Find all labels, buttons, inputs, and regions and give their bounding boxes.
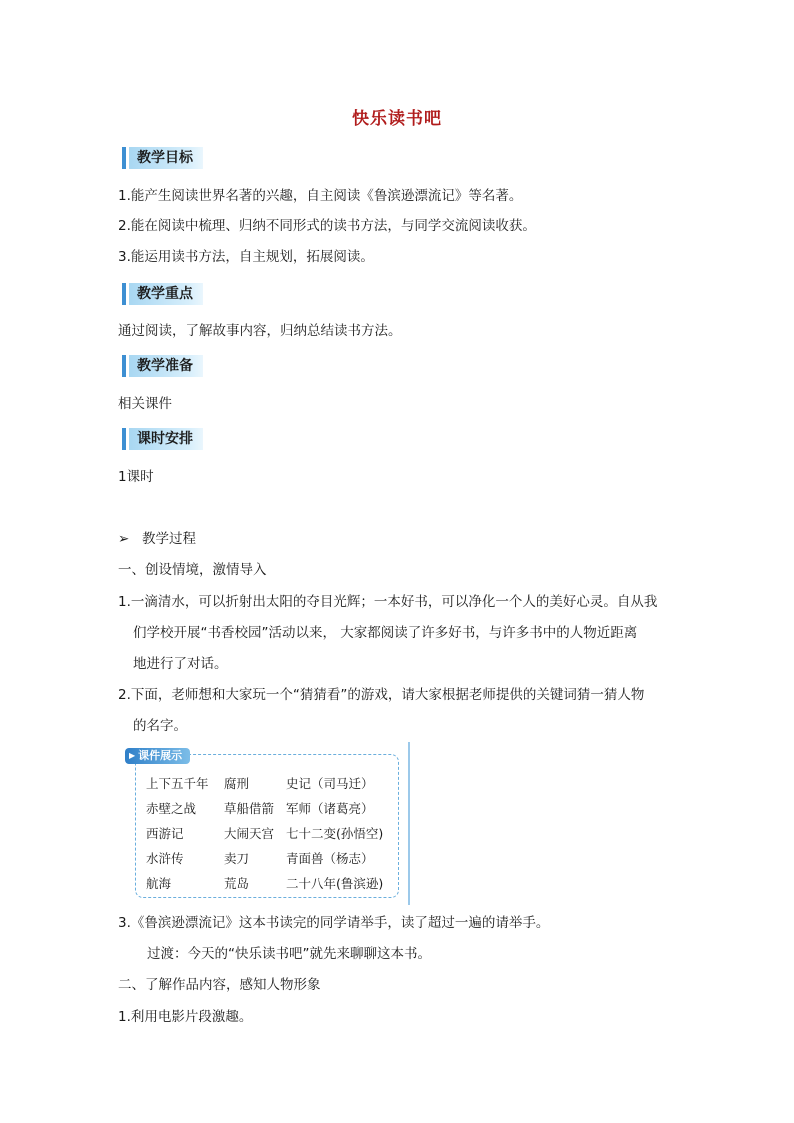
grid-cell: 军师（诸葛亮） <box>286 801 374 816</box>
section-marker <box>122 355 126 377</box>
page-title: 快乐读书吧 <box>352 109 442 129</box>
process-heading-text: 教学过程 <box>142 531 196 547</box>
grid-cell: 大闹天宫 <box>224 826 275 841</box>
part1-title: 一、创设情境，激情导入 <box>118 562 267 578</box>
paragraph-line: 1.利用电影片段激趣。 <box>118 1009 253 1025</box>
section-marker <box>122 147 126 169</box>
arrow-bullet-icon: ➢ <box>118 531 130 547</box>
grid-cell: 青面兽（杨志） <box>286 851 374 866</box>
grid-cell: 二十八年(鲁滨逊) <box>286 876 384 891</box>
grid-cell: 史记（司马迁） <box>286 776 374 791</box>
grid-cell: 草船借箭 <box>224 801 275 816</box>
section-label: 课时安排 <box>129 428 203 450</box>
grid-cell: 七十二变(孙悟空) <box>286 826 384 841</box>
part2-title: 二、了解作品内容，感知人物形象 <box>118 977 321 993</box>
grid-cell: 上下五千年 <box>146 776 209 791</box>
paragraph-line: 们学校开展“书香校园”活动以来， 大家都阅读了许多好书，与许多书中的人物近距离 <box>133 625 638 641</box>
transition-text: 过渡：今天的“快乐读书吧”就先来聊聊这本书。 <box>147 946 431 962</box>
grid-cell: 航海 <box>146 876 172 891</box>
section-label: 教学准备 <box>129 355 203 377</box>
section-header-prep <box>122 355 203 377</box>
grid-cell: 卖刀 <box>224 851 250 866</box>
schedule-text: 1课时 <box>118 469 154 485</box>
courseware-tag <box>125 748 190 764</box>
goal-item: 1.能产生阅读世界名著的兴趣，自主阅读《鲁滨逊漂流记》等名著。 <box>118 188 523 204</box>
section-marker <box>122 428 126 450</box>
goal-item: 3.能运用读书方法，自主规划，拓展阅读。 <box>118 249 374 265</box>
section-marker <box>122 283 126 305</box>
paragraph-line: 的名字。 <box>133 718 187 734</box>
grid-cell: 腐刑 <box>224 776 250 791</box>
play-triangle-icon: ▶ <box>129 751 136 760</box>
section-header-focus <box>122 283 203 305</box>
section-label: 教学重点 <box>129 283 203 305</box>
process-heading <box>118 530 196 548</box>
paragraph-line: 2.下面，老师想和大家玩一个“猜猜看”的游戏，请大家根据老师提供的关键词猜一猜人物 <box>118 687 645 703</box>
box-side-rule <box>408 742 410 905</box>
goal-item: 2.能在阅读中梳理、归纳不同形式的读书方法，与同学交流阅读收获。 <box>118 218 536 234</box>
courseware-tag-label: 课件展示 <box>138 749 183 762</box>
paragraph-line: 1.一滴清水，可以折射出太阳的夺目光辉；一本好书，可以净化一个人的美好心灵。自从我 <box>118 594 658 610</box>
grid-cell: 荒岛 <box>224 876 250 891</box>
grid-cell: 赤壁之战 <box>146 801 197 816</box>
paragraph-line: 3.《鲁滨逊漂流记》这本书读完的同学请举手，读了超过一遍的请举手。 <box>118 915 550 931</box>
grid-cell: 水浒传 <box>146 851 184 866</box>
focus-text: 通过阅读，了解故事内容，归纳总结读书方法。 <box>118 323 402 339</box>
grid-cell: 西游记 <box>146 826 184 841</box>
section-header-schedule <box>122 428 203 450</box>
section-label: 教学目标 <box>129 147 203 169</box>
paragraph-line: 地进行了对话。 <box>133 656 228 672</box>
section-header-goals <box>122 147 203 169</box>
prep-text: 相关课件 <box>118 396 172 412</box>
